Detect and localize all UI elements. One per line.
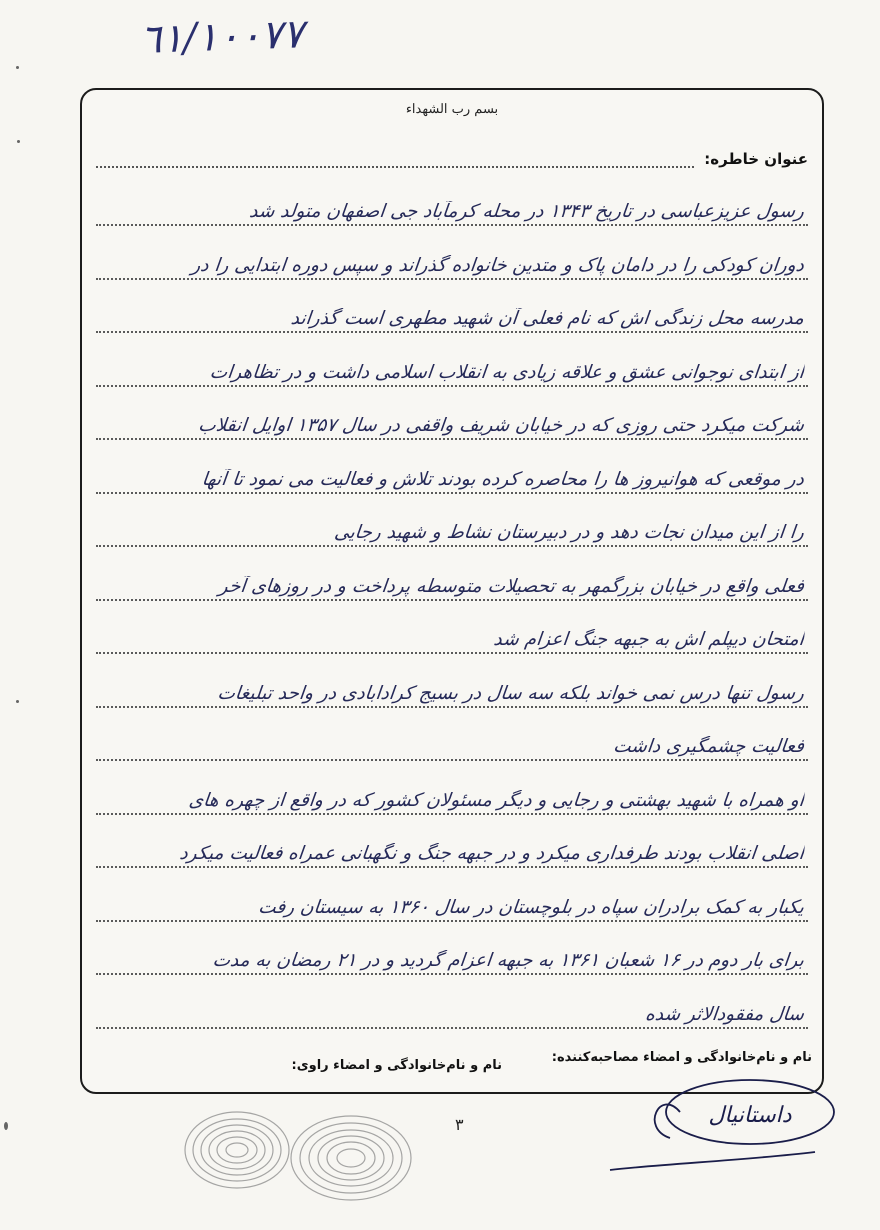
narrator-signature-label: نام و نام‌خانوادگی و امضاء راوی: [291, 1058, 502, 1073]
archive-number: ٦١/١٠٠٧٧ [139, 11, 305, 63]
scan-speck [16, 700, 19, 703]
header-bismillah: بسم رب الشهداء [405, 102, 499, 117]
dotted-rule [96, 1027, 808, 1029]
handwritten-line-text: رسول تنها درس نمی خواند بلکه سه سال در بسیج کرادابادی در واحد تبلیغات [216, 682, 806, 704]
handwritten-line-text: فعلی واقع در خیابان بزرگمهر به تحصیلات متوسطه پرداخت و در روزهای آخر [217, 575, 806, 597]
handwritten-line-text: رسول عزیزعباسی در تاریخ ۱۳۴۳ در محله کرمآباد جی اصفهان متولد شد [248, 201, 806, 222]
interviewer-signature-label: نام و نام‌خانوادگی و امضاء مصاحبه‌کننده: [551, 1050, 812, 1065]
dotted-rule [96, 331, 808, 333]
dotted-rule [96, 599, 808, 601]
signature [600, 1068, 840, 1178]
title-dotted-line [96, 166, 694, 168]
dotted-rule [96, 866, 808, 868]
handwritten-line [96, 349, 808, 389]
handwritten-line [96, 937, 808, 977]
dotted-rule [96, 492, 808, 494]
dotted-rule [96, 973, 808, 975]
dotted-rule [96, 278, 808, 280]
handwritten-line [96, 991, 808, 1031]
handwritten-line [96, 242, 808, 282]
dotted-rule [96, 813, 808, 815]
handwritten-line [96, 723, 808, 763]
handwritten-line-text: از ابتدای نوجوانی عشق و علاقه زیادی به انقلاب اسلامی داشت و در تظاهرات [208, 361, 806, 383]
handwritten-line-text: امتحان دیپلم اش به جبهه جنگ اعزام شد [492, 629, 806, 650]
handwritten-line [96, 563, 808, 603]
handwritten-line-text: فعالیت چشمگیری داشت [612, 736, 806, 757]
handwritten-line [96, 884, 808, 924]
scan-speck [17, 140, 20, 143]
handwritten-line-text: او همراه با شهید بهشتی و رجایی و دیگر مسئولان کشور که در واقع از چهره های [187, 789, 806, 811]
memory-title-label: عنوان خاطره: [704, 150, 808, 168]
handwritten-line-text: برای بار دوم در ۱۶ شعبان ۱۳۶۱ به جبهه اعزام گردید و در ۲۱ رمضان به مدت [211, 950, 806, 971]
handwritten-line [96, 402, 808, 442]
dotted-rule [96, 438, 808, 440]
signature-text: داستانیال [708, 1103, 792, 1128]
dotted-rule [96, 759, 808, 761]
dotted-rule [96, 545, 808, 547]
handwritten-line-text: مدرسه محل زندگی اش که نام فعلی آن شهید مطهری است گذراند [289, 308, 806, 329]
handwritten-line-text: را از این میدان نجات دهد و در دبیرستان نشاط و شهید رجایی [333, 522, 806, 543]
handwritten-line [96, 188, 808, 228]
handwritten-line-text: یکبار به کمک برادران سپاه در بلوچستان در سال ۱۳۶۰ به سیستان رفت [257, 896, 806, 918]
handwritten-line [96, 670, 808, 710]
memory-form [80, 88, 824, 1094]
dotted-rule [96, 920, 808, 922]
fingerprint-stamp [175, 1100, 425, 1210]
handwritten-line-text: اصلی انقلاب بودند طرفداری میکرد و در جبهه جنگ و نگهبانی عمراه فعالیت میکرد [178, 843, 806, 864]
handwritten-line [96, 456, 808, 496]
handwritten-line [96, 509, 808, 549]
handwritten-line [96, 295, 808, 335]
dotted-rule [96, 706, 808, 708]
dotted-rule [96, 224, 808, 226]
handwritten-line [96, 830, 808, 870]
handwritten-line [96, 616, 808, 656]
handwritten-line-text: دوران کودکی را در دامان پاک و متدین خانواده گذراند و سپس دوره ابتدایی را در [190, 254, 806, 276]
scan-speck [4, 1122, 8, 1130]
page-number: ۳ [455, 1115, 464, 1134]
handwritten-line-text: سال مفقودالاثر شده [644, 1003, 806, 1025]
handwritten-line-text: شرکت میکرد حتی روزی که در خیابان شریف واقفی در سال ۱۳۵۷ اوایل انقلاب [197, 415, 806, 436]
dotted-rule [96, 385, 808, 387]
dotted-rule [96, 652, 808, 654]
handwritten-line-text: در موقعی که هوانیروز ها را محاصره کرده بودند تلاش و فعالیت می نمود تا آنها [200, 468, 806, 490]
scan-speck [16, 66, 19, 69]
handwritten-line [96, 777, 808, 817]
